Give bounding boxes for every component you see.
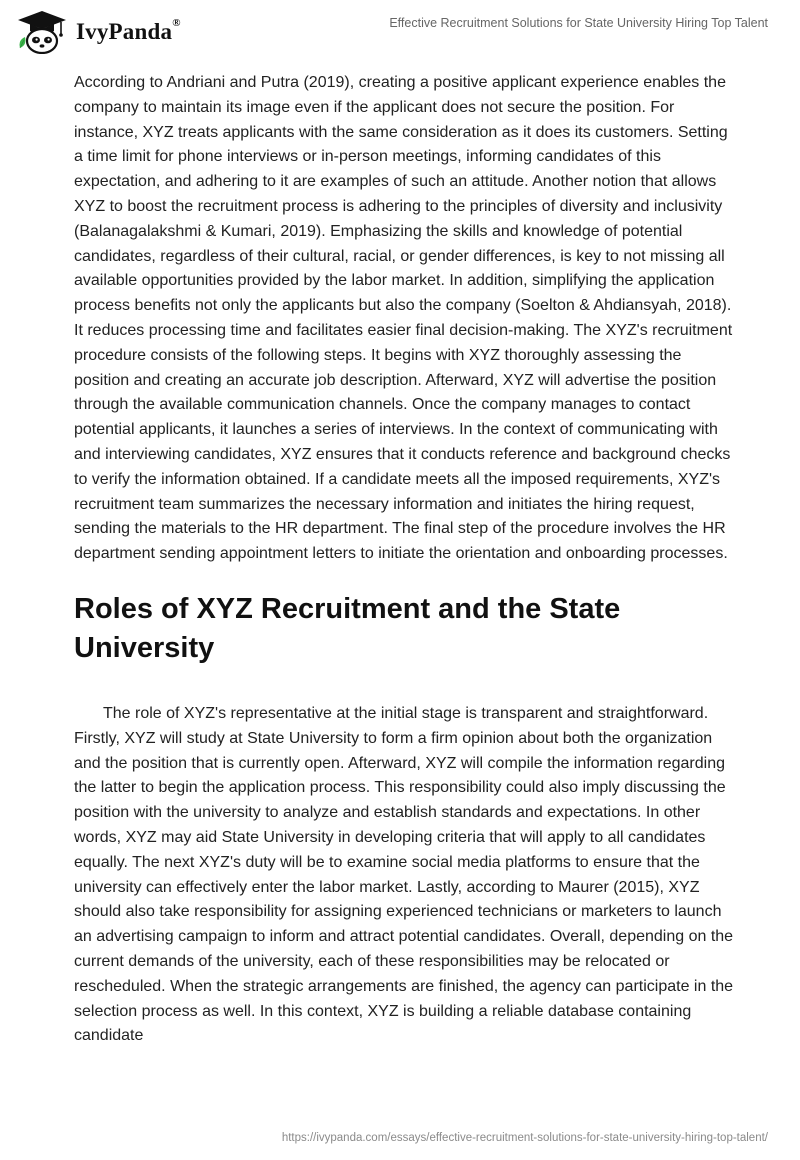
source-url[interactable]: https://ivypanda.com/essays/effective-recruitment-solutions-for-state-university-hiring-top-talent/ (281, 1132, 768, 1144)
body-paragraph-1: According to Andriani and Putra (2019), creating a positive applicant experience enables the company to maintain its image even if the applicant does not secure the position. For instance, XYZ treats applicants with the same consideration as it does its customers. Setting a time limit for phone interviews or in-person meetings, informing candidates of this expectation, and adhering to it are examples of such an attitude. Another notion that allows XYZ to boost the recruitment process is adhering to the principles of diversity and inclusivity (Balanagalakshmi & Kumari, 2019). Emphasizing the skills and knowledge of potential candidates, regardless of their cultural, racial, or gender differences, is key to not missing all available opportunities provided by the labor market. In addition, simplifying the application process benefits not only the applicants but also the company (Soelton & Ahdiansyah, 2018). It reduces processing time and facilitates easier final decision-making. The XYZ's recruitment procedure consists of the following steps. It begins with XYZ thoroughly assessing the position and creating an accurate job description. Afterward, XYZ will advertise the position through the available communication channels. Once the company manages to contact potential applicants, it launches a series of interviews. In the context of communicating with and interviewing candidates, XYZ ensures that it conducts reference and background checks to verify the information obtained. If a candidate meets all the imposed requirements, XYZ's recruitment team summarizes the necessary information and initiates the hiring request, sending the materials to the HR department. The final step of the procedure involves the HR department sending appointment letters to initiate the orientation and onboarding processes. (74, 74, 733, 563)
section-heading: Roles of XYZ Recruitment and the State University (74, 592, 621, 664)
brand-name: IvyPanda (76, 19, 173, 44)
ivypanda-logo[interactable] (16, 10, 181, 54)
panda-graduation-cap-icon (16, 10, 68, 54)
registered-mark: ® (172, 17, 181, 29)
document-title: Effective Recruitment Solutions for State University Hiring Top Talent (389, 16, 768, 30)
body-paragraph-2: The role of XYZ's representative at the initial stage is transparent and straightforward. Firstly, XYZ will study at State University to form a firm opinion about both the organization and the position that is currently open. Afterward, XYZ will compile the information regarding the latter to begin the application process. This responsibility could also imply discussing the position with the university to analyze and establish standards and expectations. In other words, XYZ may aid State University in developing criteria that will apply to all candidates equally. The next XYZ's duty will be to examine social media platforms to ensure that the university can effectively enter the labor market. Lastly, according to Maurer (2015), XYZ should also take responsibility for assigning experienced technicians or marketers to launch an advertising campaign to inform and attract potential candidates. Overall, depending on the current demands of the university, each of these responsibilities may be relocated or rescheduled. When the strategic arrangements are finished, the agency can participate in the selection process as well. In this context, XYZ is building a reliable database containing candidate (74, 704, 734, 1045)
essay-body (74, 71, 734, 1049)
page-header (0, 0, 800, 60)
